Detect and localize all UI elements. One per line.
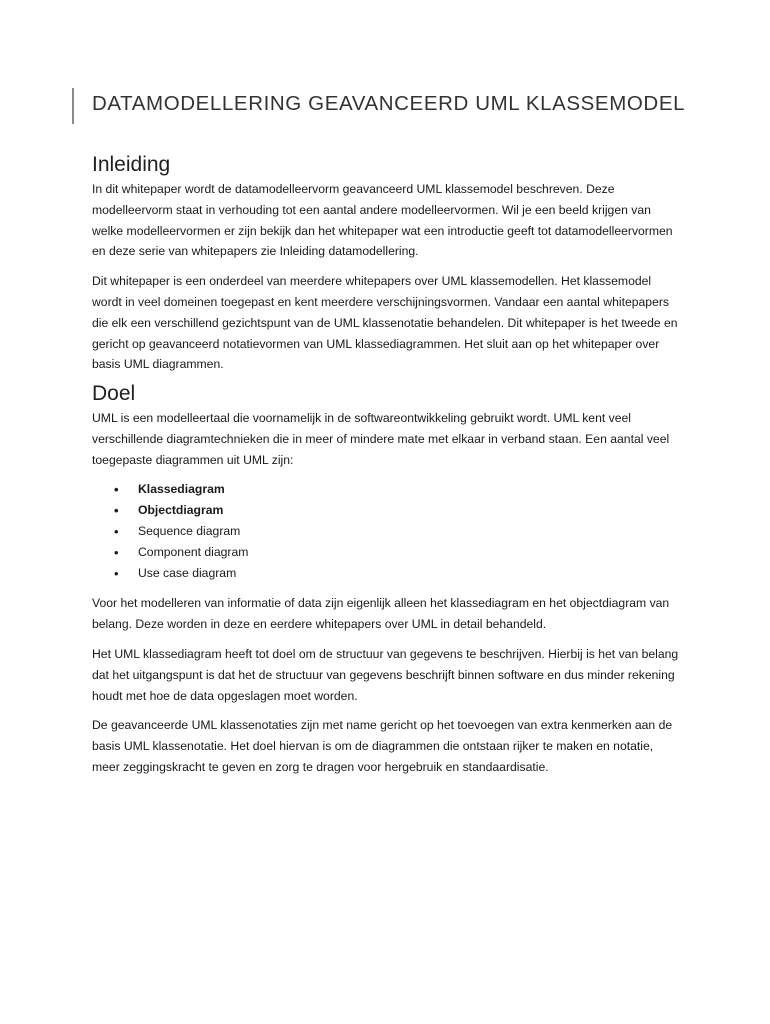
- section-heading-doel: Doel: [92, 382, 136, 405]
- list-item: • Objectdiagram: [92, 500, 682, 521]
- section-inleiding: [92, 153, 682, 375]
- list-item: • Component diagram: [92, 542, 682, 563]
- paragraph: Dit whitepaper is een onderdeel van meerdere whitepapers over UML klassemodellen. Het klassemodel wordt in veel domeinen toegepast en kent meerdere verschijningsvormen. Vandaar een aantal whitepapers die elk een verschillend gezichtspunt van de UML klassenotatie behandelen. Dit whitepaper is het tweede en gericht op geavanceerd notatievormen van UML klassediagrammen. Het sluit aan op het whitepaper over basis UML diagrammen.: [92, 274, 678, 372]
- paragraph: De geavanceerde UML klassenotaties zijn met name gericht op het toevoegen van extra kenmerken aan de basis UML klassenotatie. Het doel hiervan is om de diagrammen die ontstaan rijker te maken en notatie, meer zeggingskracht te geven en zorg te dragen voor hergebruik en standaardisatie.: [92, 718, 673, 774]
- section-heading-inleiding: Inleiding: [92, 153, 171, 176]
- list-item: • Use case diagram: [92, 563, 682, 584]
- document-title: DATAMODELLERING GEAVANCEERD UML KLASSEMODEL: [92, 92, 686, 115]
- paragraph: Het UML klassediagram heeft tot doel om de structuur van gegevens te beschrijven. Hierbij is het van belang dat het uitgangspunt is dat het de structuur van gegevens beschrijft binnen software en dus minder rekening houdt met hoe de data opgeslagen moet worden.: [92, 646, 679, 703]
- paragraph: UML is een modelleertaal die voornamelijk in de softwareontwikkeling gebruikt wordt. UML kent veel verschillende diagramtechnieken die in meer of mindere mate met elkaar in verband staan. Een aantal veel toegepaste diagrammen uit UML zijn:: [92, 411, 670, 467]
- list-item: • Sequence diagram: [92, 521, 682, 542]
- paragraph: Voor het modelleren van informatie of data zijn eigenlijk alleen het klassediagram en het objectdiagram van belang. Deze worden in deze en eerdere whitepapers over UML in detail behandeld.: [92, 596, 670, 632]
- list-item: • Klassediagram: [92, 479, 682, 500]
- title-accent-bar: [72, 88, 74, 124]
- section-doel: [92, 382, 682, 778]
- paragraph: In dit whitepaper wordt de datamodelleervorm geavanceerd UML klassemodel beschreven. Deze modelleervorm staat in verhouding tot een aantal andere modelleervormen. Wil je een beeld krijgen van welke modelleervormen er zijn bekijk dan het whitepaper wat een introductie geeft tot datamodelleervormen en deze serie van whitepapers zie Inleiding datamodellering.: [92, 182, 673, 259]
- diagram-list: [92, 479, 682, 584]
